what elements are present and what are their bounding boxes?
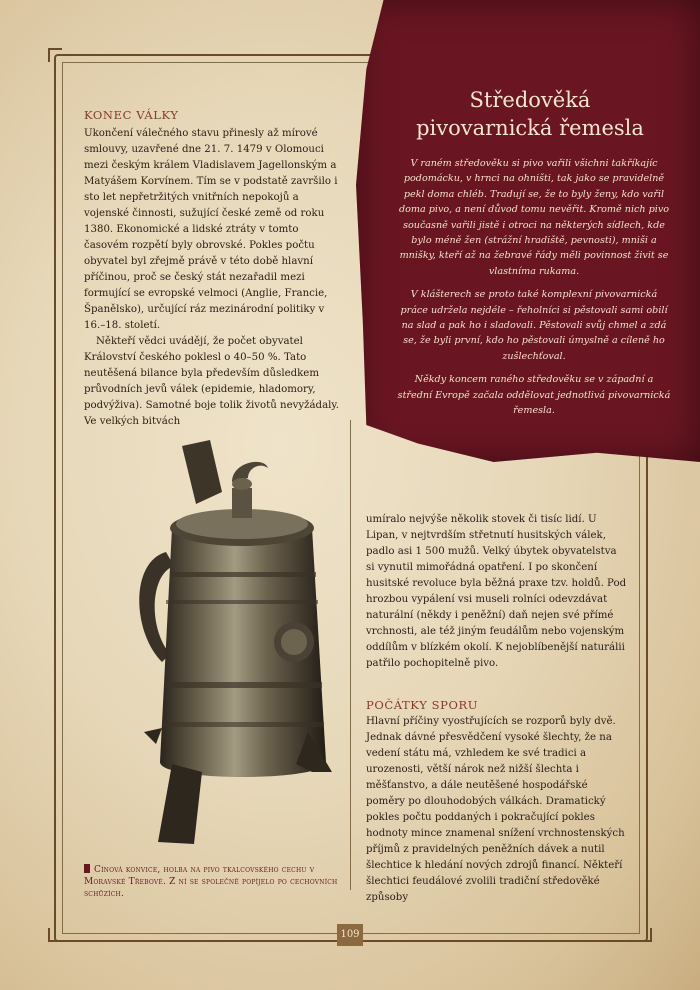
sidebar-title <box>380 86 680 142</box>
body-paragraph: Někteří vědci uvádějí, že počet obyvatel Království českého poklesl o 40–50 %. Tato neutěšená bilance byla především důsledkem průvodních jevů válek (epidemie, hladomory, podvýživa). Samotné boje tolik životů nevyžádaly. Ve velkých bitvách <box>84 336 340 427</box>
sidebar-paragraph: V klášterech se proto také komplexní pivovarnická práce udržela nejdéle – řeholníci si pěstovali sami obilí na slad a pak ho i sladovali. Pěstovali svůj chmel a zdá se, že byli první, kdo ho pěstovali úmyslně a cíleně ho zušlechťoval. <box>400 289 668 362</box>
sidebar-paragraph: V raném středověku si pivo vařili všichni takříkajíc podomácku, v hrnci na ohništi, tak jako se pravidelně pekl doma chléb. Tradují se, že to byly ženy, kdo vařil doma pivo, a není důvod tomu nevěřit. Kromě nich pivo současně vařili jistě i otroci na některých sídlech, kde bylo méně žen (strážní hradiště, pevnosti), mniši a mnišky, kteří až na žebravé řády měli povinnost živit se vlastníma rukama. <box>398 158 670 277</box>
column-divider <box>350 420 351 890</box>
right-column-text <box>366 512 628 672</box>
body-paragraph: Hlavní příčiny vyostřujících se rozporů byly dvě. Jednak dávné přesvědčení vysoké šlechty, že na vedení státu má, vzhledem ke své tradici a urozenosti, větší nárok než nižší šlechta i měšťanstvo, a dále neutěšené hospodářské poměry po dlouhodobých válkách. Dramatický pokles počtu poddaných i pokračující pokles hodnoty mince znamenal snížení vrchnostenských příjmů z pravidelných peněžních dávek a nutil šlechtice k hledání nových zdrojů financí. Někteří šlechtici feudálové zvolili tradiční středověké způsoby <box>366 716 625 903</box>
page-number: 109 <box>337 924 363 946</box>
sidebar-title-line2: pivovarnická řemesla <box>416 116 644 140</box>
section-heading-konec-valky: KONEC VÁLKY <box>84 108 179 122</box>
pewter-jug-illustration <box>136 432 340 858</box>
frame-corner-ornament <box>638 928 652 942</box>
body-paragraph: umíralo nejvýše několik stovek či tisíc lidí. U Lipan, v nejtvrdším střetnutí husitských válek, padlo asi 1 500 mužů. Velký úbytek obyvatelstva si vynutil mimořádná opatření. I po skončení husitské revoluce byla běžná praxe tzv. holdů. Pod hrozbou vypálení vsi museli rolníci odevzdávat naturální (někdy i peněžní) daň nejen své přímé vrchnosti, ale též jiným feudálům nebo vojenským oddílům v blízkém okolí. K nejoblíbenější naturálii patřilo pochopitelně pivo. <box>366 514 627 669</box>
frame-corner-ornament <box>48 928 62 942</box>
sidebar-title-line1: Středověká <box>469 88 591 112</box>
frame-corner-ornament <box>48 48 62 62</box>
left-column-text <box>84 126 340 430</box>
section-heading-pocatky-sporu: POČÁTKY SPORU <box>366 698 479 712</box>
caption-text: Cínová konvice, holba na pivo tkalcovského cechu v Moravské Třebové. Z ní se společně popíjelo po cechovních schůzích. <box>84 865 338 899</box>
body-paragraph: Ukončení válečného stavu přinesly až mírové smlouvy, uzavřené dne 21. 7. 1479 v Olomouci mezi českým králem Vladislavem Jagellonským a Matyášem Korvínem. Tím se v podstatě završilo i sto let nepřetržitých vnitřních nepokojů a vojenské činnosti, sužující české země od roku 1380. Ekonomické a lidské ztráty v tomto časovém rozpětí byly obrovské. Pokles počtu obyvatel byl zřejmě právě v této době hlavní příčinou, proč se český stát nezařadil mezi formující se evropské velmoci (Anglie, Francie, Španělsko), určující ráz mezinárodní politiky v 16.–18. století. <box>84 128 338 331</box>
sidebar-text <box>396 156 672 427</box>
right-column-text-2 <box>366 714 628 906</box>
figure-caption <box>84 864 346 900</box>
caption-marker <box>84 864 90 873</box>
sidebar-paragraph: Někdy koncem raného středověku se v západní a střední Evropě začala oddělovat jednotlivá pivovarnická řemesla. <box>397 374 671 417</box>
